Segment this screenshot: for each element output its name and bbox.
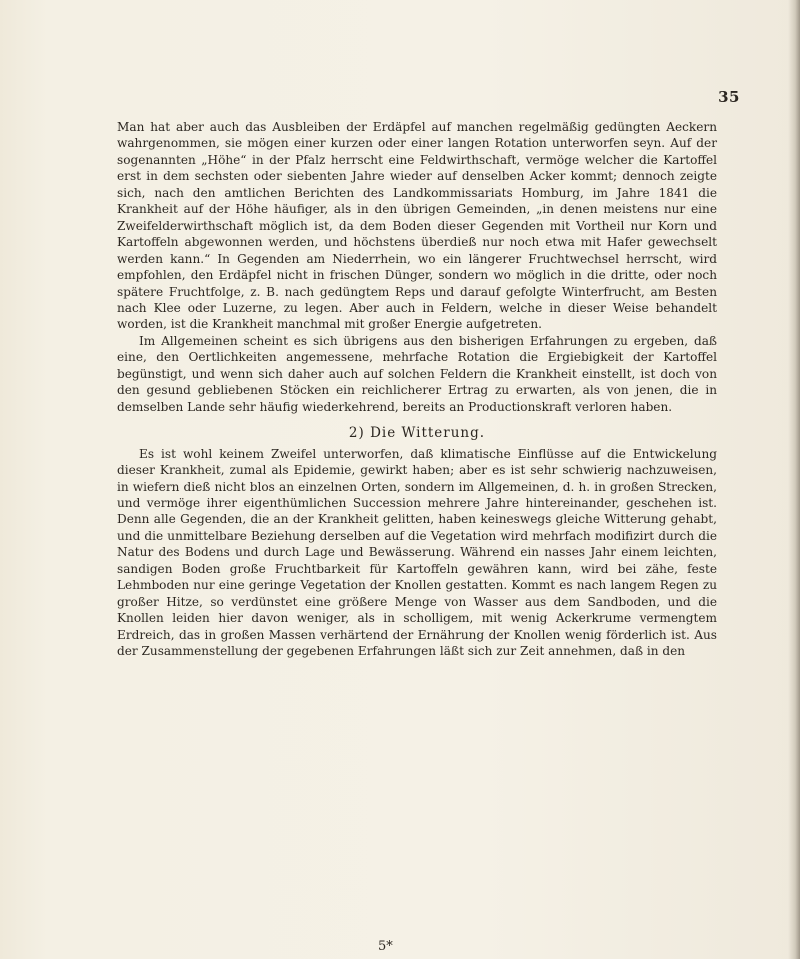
paragraph-3: Es ist wohl keinem Zweifel unterworfen, daß klimatische Einflüsse auf die Entwickelung dieser Krankheit, zumal als Epidemie, gewirkt haben; aber es ist sehr schwierig nachzuweisen, in wiefern dieß nicht blos an einzelnen Orten, sondern im Allgemeinen, d. h. in großen Strecken, und vermöge ihrer eigenthümlichen Succession mehrere Jahre hintereinander, geschehen ist. Denn alle Gegenden, die an der Krankheit gelitten, haben keineswegs gleiche Witterung gehabt, und die unmittelbare Beziehung derselben auf die Vegetation wird mehrfach modifizirt durch die Natur des Bodens und durch Lage und Bewässerung. Während ein nasses Jahr einem leichten, sandigen Boden große Fruchtbarkeit für Kartoffeln gewähren kann, wird bei zähe, feste Lehmboden nur eine geringe Vegetation der Knollen gestatten. Kommt es nach langem Regen zu großer Hitze, so verdünstet eine größere Menge von Wasser aus dem Sandboden, und die Knollen leiden hier davon weniger, als in scholligem, mit wenig Ackerkrume vermengtem Erdreich, das in großen Massen verhärtend der Ernährung der Knollen wenig förderlich ist. Aus der Zusammenstellung der gegebenen Erfahrungen läßt sich zur Zeit annehmen, daß in den (117, 446, 717, 659)
section-heading: 2) Die Witterung. (348, 425, 486, 442)
page-number: 35 (718, 88, 740, 106)
page-spine-shadow (788, 0, 800, 959)
signature-mark: 5* (378, 939, 393, 954)
paragraph-1: Man hat aber auch das Ausbleiben der Erdäpfel auf manchen regelmäßig gedüngten Aeckern wahrgenommen, sie mögen einer kurzen oder einer langen Rotation unterworfen seyn. Auf der sogenannten „Höhe“ in der Pfalz herrscht eine Feldwirthschaft, vermöge welcher die Kartoffel erst in dem sechsten oder siebenten Jahre wieder auf denselben Acker kommt; dennoch zeigte sich, nach den amtlichen Berichten des Landkommissariats Homburg, im Jahre 1841 die Krankheit auf der Höhe häufiger, als in den übrigen Gemeinden, „in denen meistens nur eine Zweifelderwirthschaft möglich ist, da dem Boden dieser Gegenden mit Vortheil nur Korn und Kartoffeln abgewonnen werden, und höchstens überdieß nur noch etwa mit Hafer gewechselt werden kann.“ In Gegenden am Niederrhein, wo ein längerer Fruchtwechsel herrscht, wird empfohlen, den Erdäpfel nicht in frischen Dünger, sondern wo möglich in die dritte, oder noch spätere Fruchtfolge, z. B. nach gedüngtem Reps und darauf gefolgte Winterfrucht, am Besten nach Klee oder Luzerne, zu legen. Aber auch in Feldern, welche in dieser Weise behandelt worden, ist die Krankheit manchmal mit großer Energie aufgetreten. (117, 120, 717, 332)
paragraph-2: Im Allgemeinen scheint es sich übrigens aus den bisherigen Erfahrungen zu ergeben, daß eine, den Oertlichkeiten angemessene, mehrfache Rotation die Ergiebigkeit der Kartoffel begünstigt, und wenn sich daher auch auf solchen Feldern die Krankheit einstellt, ist doch von den gesund gebliebenen Stöcken ein reichlicherer Ertrag zu erwarten, als von jenen, die in demselben Lande sehr häufig wiederkehrend, bereits an Productionskraft verloren haben. (117, 333, 717, 414)
body-text (117, 119, 717, 660)
